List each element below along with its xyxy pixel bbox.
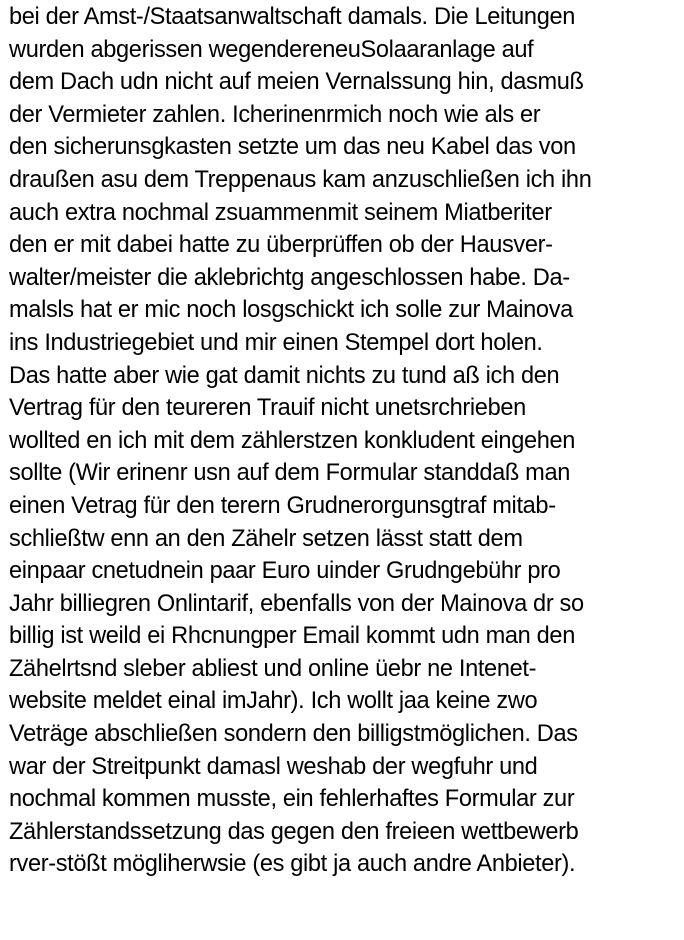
text-line: einen Vetrag für den terern Grudnerorgunsgtraf mitab- bbox=[9, 492, 556, 519]
text-line: einpaar cnetudnein paar Euro uinder Grudngebühr pro bbox=[9, 558, 561, 585]
text-line: Zählerstandssetzung das gegen den freieen wettbewerb bbox=[9, 818, 579, 845]
text-line: Jahr billiegren Onlintarif, ebenfalls von der Mainova dr so bbox=[9, 590, 584, 617]
text-line: auch extra nochmal zsuammenmit seinem Miatberiter bbox=[9, 199, 552, 226]
text-line: malsls hat er mic noch losgschickt ich solle zur Mainova bbox=[9, 297, 573, 324]
text-line: walter/meister die aklebrichtg angeschlossen habe. Da- bbox=[9, 264, 570, 291]
text-line: dem Dach udn nicht auf meien Vernalssung hin, dasmuß bbox=[9, 69, 584, 96]
text-line: rver-stößt mögliherwsie (es gibt ja auch andre Anbieter). bbox=[9, 851, 576, 878]
body-text bbox=[9, 1, 681, 881]
text-line: schließtw enn an den Zähelr setzen lässt statt dem bbox=[9, 525, 523, 552]
text-line: Vertrag für den teureren Trauif nicht unetsrchrieben bbox=[9, 395, 526, 422]
text-line: website meldet einal imJahr). Ich wollt jaa keine zwo bbox=[9, 688, 538, 715]
text-line: den sicherunsgkasten setzte um das neu Kabel das von bbox=[9, 134, 576, 161]
text-line: Veträge abschließen sondern den billigstmöglichen. Das bbox=[9, 721, 578, 748]
text-line: bei der Amst-/Staatsanwaltschaft damals. Die Leitungen bbox=[9, 4, 576, 30]
text-line: ins Industriegebiet und mir einen Stempel dort holen. bbox=[9, 329, 543, 356]
text-line: wollted en ich mit dem zählerstzen konkludent eingehen bbox=[9, 427, 576, 454]
text-line: Zähelrtsnd sleber abliest und online üebr ne Intenet- bbox=[9, 655, 537, 682]
text-line: sollte (Wir erinenr usn auf dem Formular standdaß man bbox=[9, 460, 571, 487]
text-line: der Vermieter zahlen. Icherinenrmich noch wie als er bbox=[9, 101, 541, 128]
text-line: wurden abgerissen wegendereneuSolaaranlage auf bbox=[9, 36, 534, 63]
text-line: den er mit dabei hatte zu überprüffen ob der Hausver- bbox=[9, 232, 553, 259]
text-line: billig ist weild ei Rhcnungper Email kommt udn man den bbox=[9, 623, 575, 650]
text-line: nochmal kommen musste, ein fehlerhaftes Formular zur bbox=[9, 786, 575, 813]
text-line: draußen asu dem Treppenaus kam anzuschließen ich ihn bbox=[9, 166, 592, 193]
text-line: Das hatte aber wie gat damit nichts zu tund aß ich den bbox=[9, 362, 560, 389]
text-line: war der Streitpunkt damasl weshab der wegfuhr und bbox=[9, 753, 538, 780]
